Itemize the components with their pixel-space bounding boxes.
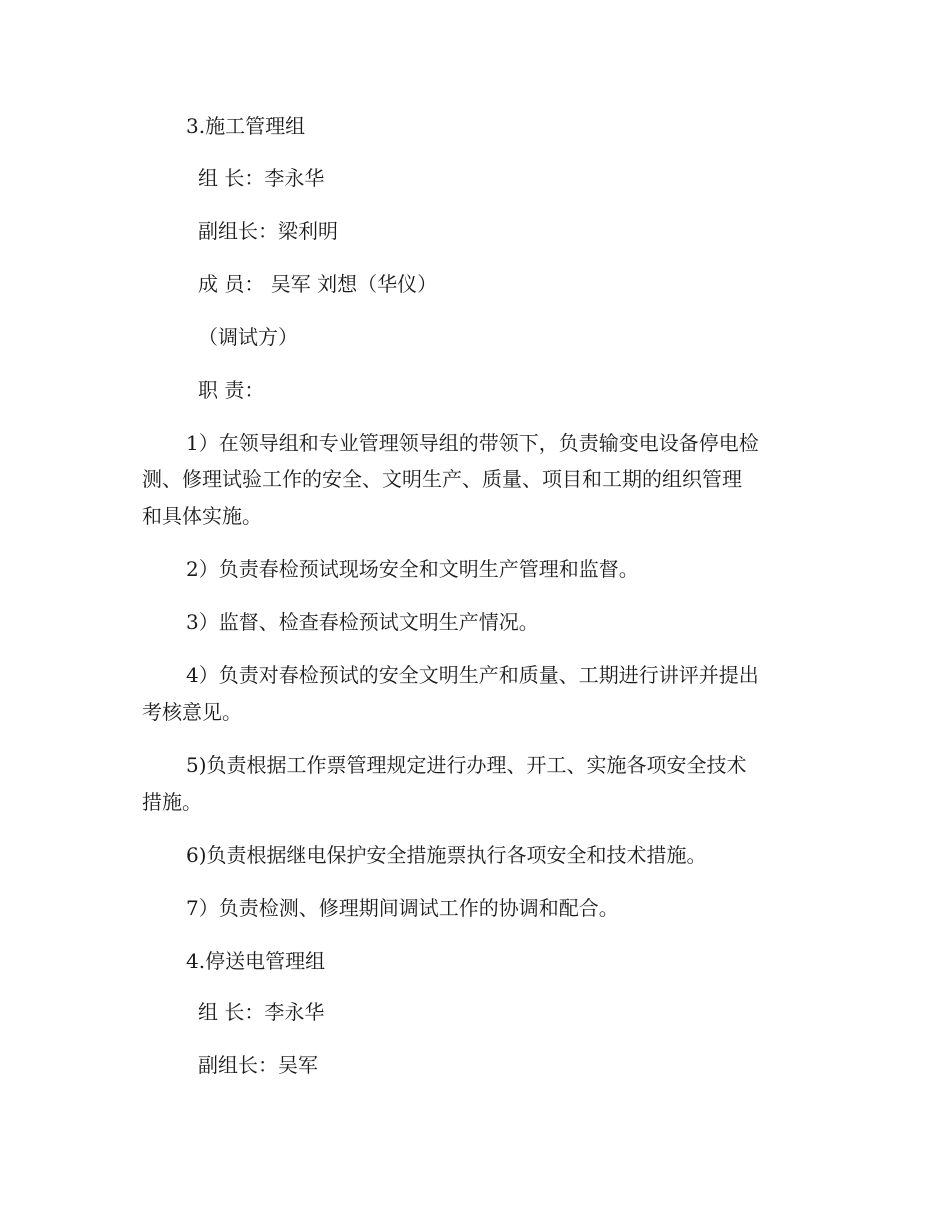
duty-6: 6)负责根据继电保护安全措施票执行各项安全和技术措施。 <box>186 843 707 867</box>
duty-4-line-1: 4）负责对春检预试的安全文明生产和质量、工期进行讲评并提出 <box>186 663 759 687</box>
section-3-leader: 组 长：李永华 <box>198 166 325 190</box>
duty-1-line-3: 和具体实施。 <box>142 504 262 528</box>
section-3-members-continued: （调试方） <box>198 325 298 349</box>
duty-4-line-2: 考核意见。 <box>142 700 242 724</box>
section-3-deputy: 副组长：梁利明 <box>198 219 338 243</box>
duty-7: 7）负责检测、修理期间调试工作的协调和配合。 <box>186 896 619 920</box>
section-3-duties-label: 职 责： <box>198 378 265 402</box>
duty-5-line-2: 措施。 <box>142 790 202 814</box>
duty-1-line-1: 1）在领导组和专业管理领导组的带领下，负责输变电设备停电检 <box>186 431 759 455</box>
duty-3: 3）监督、检查春检预试文明生产情况。 <box>186 610 539 634</box>
section-3-members: 成 员： 吴军 刘想（华仪） <box>198 272 438 296</box>
duty-1-line-2: 测、修理试验工作的安全、文明生产、质量、项目和工期的组织管理 <box>142 467 742 491</box>
section-4-title: 4.停送电管理组 <box>186 949 326 973</box>
duty-5-line-1: 5)负责根据工作票管理规定进行办理、开工、实施各项安全技术 <box>186 753 747 777</box>
section-3-title: 3.施工管理组 <box>186 114 306 138</box>
duty-2: 2）负责春检预试现场安全和文明生产管理和监督。 <box>186 557 639 581</box>
section-4-deputy: 副组长：吴军 <box>198 1053 318 1077</box>
section-4-leader: 组 长：李永华 <box>198 1000 325 1024</box>
